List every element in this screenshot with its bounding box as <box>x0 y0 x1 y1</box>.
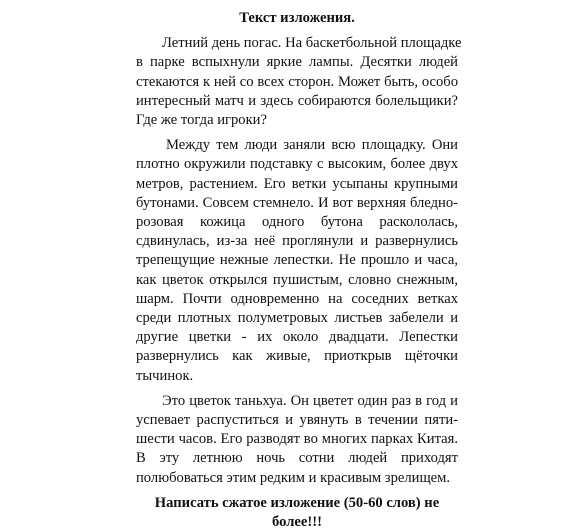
document-title: Текст изложения. <box>239 10 355 26</box>
paragraph-1 <box>136 34 462 130</box>
paragraph-line: метров, растением. Его ветки усыпаны крупными <box>136 175 458 192</box>
paragraph-line: интересный матч и здесь собираются болельщики? <box>136 92 458 109</box>
paragraph-line: Где же тогда игроки? <box>136 112 267 129</box>
task-instruction <box>136 494 458 532</box>
paragraph-line: шести часов. Его разводят во многих парках Китая. <box>136 431 458 448</box>
paragraph-line: успевает распуститься и увянуть в течении пяти- <box>136 412 458 429</box>
paragraph-line: Летний день погас. На баскетбольной площадке <box>162 35 462 52</box>
paragraph-2 <box>136 136 458 386</box>
task-line: более!!! <box>272 514 322 531</box>
paragraph-line: трепещущие нежные лепестки. Не прошло и часа, <box>136 252 458 269</box>
task-line: Написать сжатое изложение (50-60 слов) не <box>154 494 440 511</box>
paragraph-line: бутонами. Совсем стемнело. И вот верхняя бледно- <box>136 194 458 211</box>
paragraph-3 <box>136 392 458 488</box>
paragraph-line: шарм. Почти одновременно на соседних ветках <box>136 290 458 307</box>
paragraph-line: розовая кожица одного бутона раскололась, <box>136 214 458 231</box>
paragraph-line: среди плотных полуметровых листьев забелели и <box>136 310 458 327</box>
paragraph-line: в парке вспыхнули яркие лампы. Десятки людей <box>136 54 458 71</box>
paragraph-line: полюбоваться этим редким и красивым зрелищем. <box>136 469 451 486</box>
paragraph-line: другие цветки - их около двадцати. Лепестки <box>136 329 458 346</box>
paragraph-line: Это цветок таньхуа. Он цветет один раз в год и <box>162 392 458 409</box>
paragraph-line: как цветок открылся пушистым, словно снежным, <box>136 271 458 288</box>
paragraph-line: сдвинулась, из-за неё проглянули и развернулись <box>136 233 458 250</box>
paragraph-line: развернулись как живые, приоткрыв щёточки <box>136 348 458 365</box>
paragraph-line: Между тем люди заняли всю площадку. Они <box>166 137 458 154</box>
paragraph-line: В эту летнюю ночь сотни людей приходят <box>136 450 458 467</box>
document-page <box>136 9 462 532</box>
paragraph-line: стекаются к ней со всех сторон. Может быть, особо <box>136 73 458 90</box>
paragraph-line: тычинок. <box>136 367 194 384</box>
paragraph-line: плотно окружили подставку с высоким, более двух <box>136 156 458 173</box>
